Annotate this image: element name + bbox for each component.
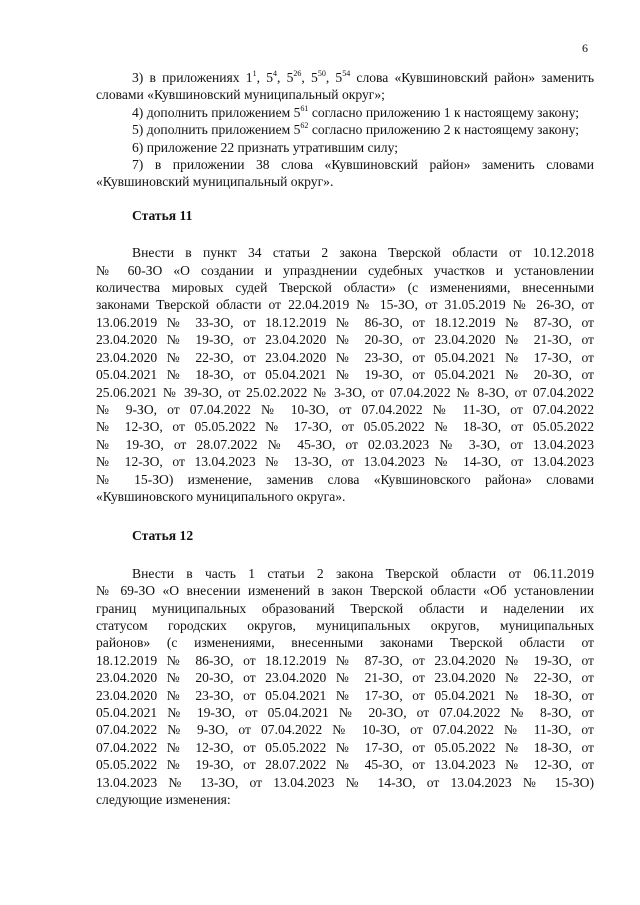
list-item-5: 5) дополнить приложением $5^{62}$ согласно приложению 2 к настоящему закону; [132, 121, 579, 138]
list-item-7: 7) в приложении 38 слова «Кувшиновский район» заменить словами «Кувшиновский муниципальный округ». [96, 157, 594, 190]
list-item-6: 6) приложение 22 признать утратившим силу; [132, 139, 398, 155]
article-11-text [96, 244, 594, 505]
text-line: районов» (с изменениями, внесенными законами Тверской области от [96, 635, 594, 651]
text-line: границ муниципальных образований Тверской области и наделении их [96, 600, 594, 616]
text-line: 23.04.2020 № 23-ЗО, от 05.04.2021 № 17-ЗО, от 05.04.2021 № 18-ЗО, от [96, 687, 594, 703]
article-12-text [96, 565, 594, 809]
text-line: № 12-ЗО, от 13.04.2023 № 13-ЗО, от 13.04.2023 № 14-ЗО, от 13.04.2023 [96, 454, 594, 470]
text-line: «Кувшиновского муниципального округа». [96, 488, 346, 504]
text-line: № 19-ЗО, от 28.07.2022 № 45-ЗО, от 02.03.2023 № 3-ЗО, от 13.04.2023 [96, 436, 594, 452]
text-line: № 69-ЗО «О внесении изменений в закон Тверской области «Об установлении [96, 583, 594, 599]
text-line: 23.04.2020 № 22-ЗО, от 23.04.2020 № 23-ЗО, от 05.04.2021 № 17-ЗО, от [96, 349, 594, 365]
page-number: 6 [582, 41, 588, 55]
text-line: следующие изменения: [96, 792, 231, 808]
text-line: статусом городских округов, муниципальных округов, муниципальных [96, 617, 594, 633]
text-line: № 12-ЗО, от 05.05.2022 № 17-ЗО, от 05.05.2022 № 18-ЗО, от 05.05.2022 [96, 419, 594, 435]
text-line: 05.04.2021 № 18-ЗО, от 05.04.2021 № 19-ЗО, от 05.04.2021 № 20-ЗО, от [96, 367, 594, 383]
text-line: № 15-ЗО) изменение, заменив слова «Кувшиновского района» словами [96, 471, 594, 487]
text-line: Внести в часть 1 статьи 2 закона Тверской области от 06.11.2019 [132, 565, 594, 581]
list-item-4: 4) дополнить приложением $5^{61}$ согласно приложению 1 к настоящему закону; [132, 103, 579, 120]
article-11-heading: Статья 11 [132, 207, 193, 223]
list-item-3: 3) в приложениях $1^1$, $5^4$, $5^{26}$, $5^{50}$, $5^{54}$ слова «Кувшиновский район» заменить словами «Кувшиновский муниципальный округ»; [96, 69, 595, 103]
text-line: 13.06.2019 № 33-ЗО, от 18.12.2019 № 86-ЗО, от 18.12.2019 № 87-ЗО, от [96, 314, 594, 330]
text-line: № 9-ЗО, от 07.04.2022 № 10-ЗО, от 07.04.2022 № 11-ЗО, от 07.04.2022 [96, 401, 594, 417]
text-line: 05.04.2021 № 19-ЗО, от 05.04.2021 № 20-ЗО, от 07.04.2022 № 8-ЗО, от [96, 705, 594, 720]
text-line: № 60-ЗО «О создании и упразднении судебных участков и установлении [96, 262, 594, 278]
text-line: количества мировых судей Тверской области» (с изменениями, внесенными [96, 280, 594, 296]
page-body [96, 69, 594, 808]
text-line: 23.04.2020 № 20-ЗО, от 23.04.2020 № 21-ЗО, от 23.04.2020 № 22-ЗО, от [96, 670, 594, 686]
text-line: 07.04.2022 № 9-ЗО, от 07.04.2022 № 10-ЗО, от 07.04.2022 № 11-ЗО, от [96, 722, 594, 738]
text-line: 25.06.2021 № 39-ЗО, от 25.02.2022 № 3-ЗО, от 07.04.2022 № 8-ЗО, от 07.04.2022 [96, 384, 594, 400]
text-line: 18.12.2019 № 86-ЗО, от 18.12.2019 № 87-ЗО, от 23.04.2020 № 19-ЗО, от [96, 652, 594, 668]
text-line: 05.05.2022 № 19-ЗО, от 28.07.2022 № 45-ЗО, от 13.04.2023 № 12-ЗО, от [96, 757, 594, 773]
text-line: 07.04.2022 № 12-ЗО, от 05.05.2022 № 17-ЗО, от 05.05.2022 № 18-ЗО, от [96, 739, 594, 755]
article-12-heading: Статья 12 [132, 528, 194, 544]
text-line: 13.04.2023 № 13-ЗО, от 13.04.2023 № 14-ЗО, от 13.04.2023 № 15-ЗО) [96, 774, 594, 790]
text-line: Внести в пункт 34 статьи 2 закона Тверской области от 10.12.2018 [132, 245, 594, 261]
text-line: законами Тверской области от 22.04.2019 № 15-ЗО, от 31.05.2019 № 26-ЗО, от [96, 297, 594, 313]
text-line: 23.04.2020 № 19-ЗО, от 23.04.2020 № 20-ЗО, от 23.04.2020 № 21-ЗО, от [96, 332, 594, 348]
